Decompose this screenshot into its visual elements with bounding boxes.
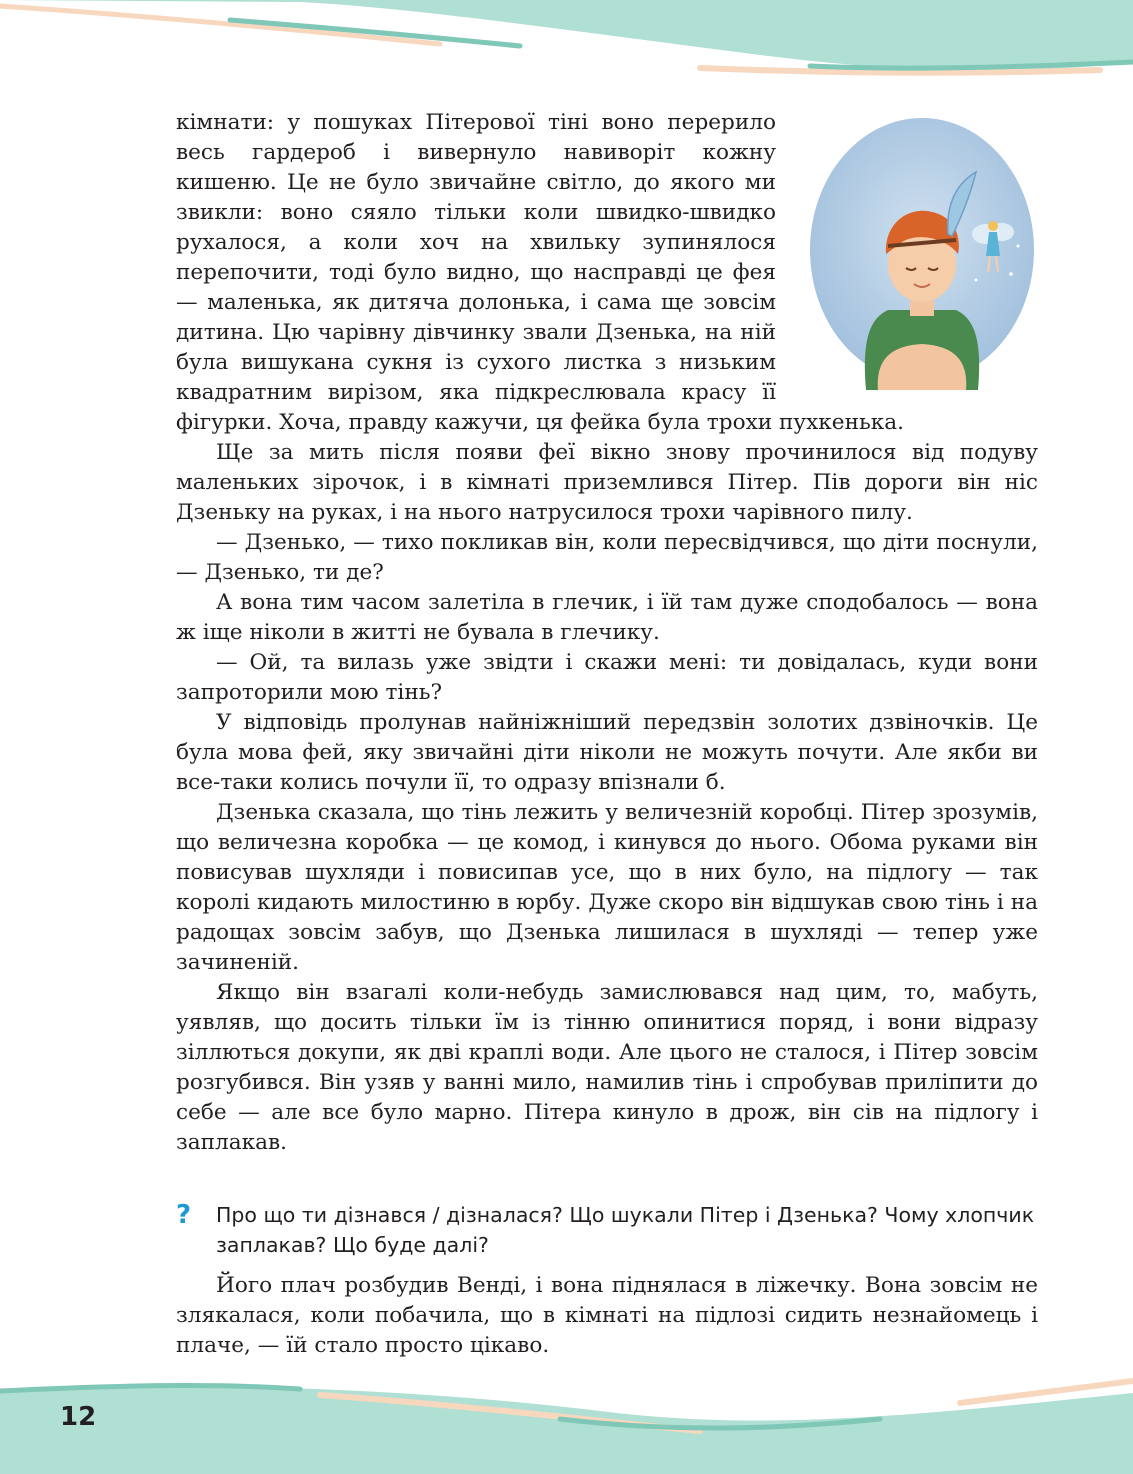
paragraph: кімнати: у пошуках Пітерової тіні воно перерило весь гардероб і вивернуло навиворіт кожну кишеню. Це не було звичайне світло, до якого ми звикли: воно сяяло тільки коли швидко-швидко рухалося, а коли хоч на хвильку зупинялося перепочити, тоді було видно, що насправді це фея — маленька, як дитяча долонька, і сама ще зовсім дитина. Цю чарівну дівчинку звали Дзенька, на ній була вишукана сукня із сухого листка з низьким квадратним вирізом, яка підкреслювала красу її фігурки. Хоча, правду кажучи, ця фейка була трохи пухкенька. (176, 110, 904, 435)
paragraph: У відповідь пролунав найніжніший передзвін золотих дзвіночків. Це була мова фей, яку звичайні діти ніколи не можуть почути. Але якби ви все-таки колись почули її, то одразу впізнали б. (176, 710, 1038, 795)
question-mark-icon: ? (176, 1200, 192, 1230)
page-number: 12 (60, 1402, 97, 1432)
paragraph: Його плач розбудив Венді, і вона піднялася в ліжечку. Вона зовсім не злякалася, коли побачила, що в кімнаті на підлозі сидить незнайомець і плаче, — їй стало просто цікаво. (176, 1273, 1038, 1358)
bottom-decorative-wave (0, 1359, 1133, 1474)
paragraph: — Дзенько, — тихо покликав він, коли пересвідчився, що діти поснули, — Дзенько, ти де? (176, 530, 1038, 585)
paragraph: Якщо він взагалі коли-небудь замислювався над цим, то, мабуть, уявляв, що досить тільки їм із тінню опинитися поряд, і вони відразу зіллються докупи, як дві краплі води. Але цього не сталося, і Пітер зовсім розгубився. Він узяв у ванні мило, намилив тінь і спробував приліпити до себе — але все було марно. Пітера кинуло в дрож, він сів на підлогу і заплакав. (176, 980, 1038, 1155)
question-block (176, 1200, 1038, 1260)
paragraph: Дзенька сказала, що тінь лежить у величезній коробці. Пітер зрозумів, що величезна коробка — це комод, і кинувся до нього. Обома руками він повисував шухляди і повисипав усе, що в них було, на підлогу — так королі кидають милостиню в юрбу. Дуже скоро він відшукав свою тінь і на радощах зовсім забув, що Дзенька лишилася в шухляді — тепер уже зачиненій. (176, 800, 1038, 975)
top-decorative-wave (0, 0, 1133, 90)
paragraph: Ще за мить після появи феї вікно знову прочинилося від подуву маленьких зірочок, і в кімнаті приземлився Пітер. Пів дороги він ніс Дзеньку на руках, і на нього натрусилося трохи чарівного пилу. (176, 440, 1038, 525)
paragraph: — Ой, та вилазь уже звідти і скажи мені: ти довідалась, куди вони запроторили мою тінь? (176, 650, 1038, 705)
paragraph: А вона тим часом залетіла в глечик, і їй там дуже сподобалось — вона ж іще ніколи в житті не бувала в глечику. (176, 590, 1038, 645)
peter-pan-illustration (806, 114, 1038, 390)
final-paragraph-block (176, 1271, 1038, 1361)
question-text: Про що ти дізнався / дізналася? Що шукали Пітер і Дзенька? Чому хлопчик заплакав? Що буде далі? (216, 1203, 1035, 1257)
story-text (176, 108, 1038, 1158)
